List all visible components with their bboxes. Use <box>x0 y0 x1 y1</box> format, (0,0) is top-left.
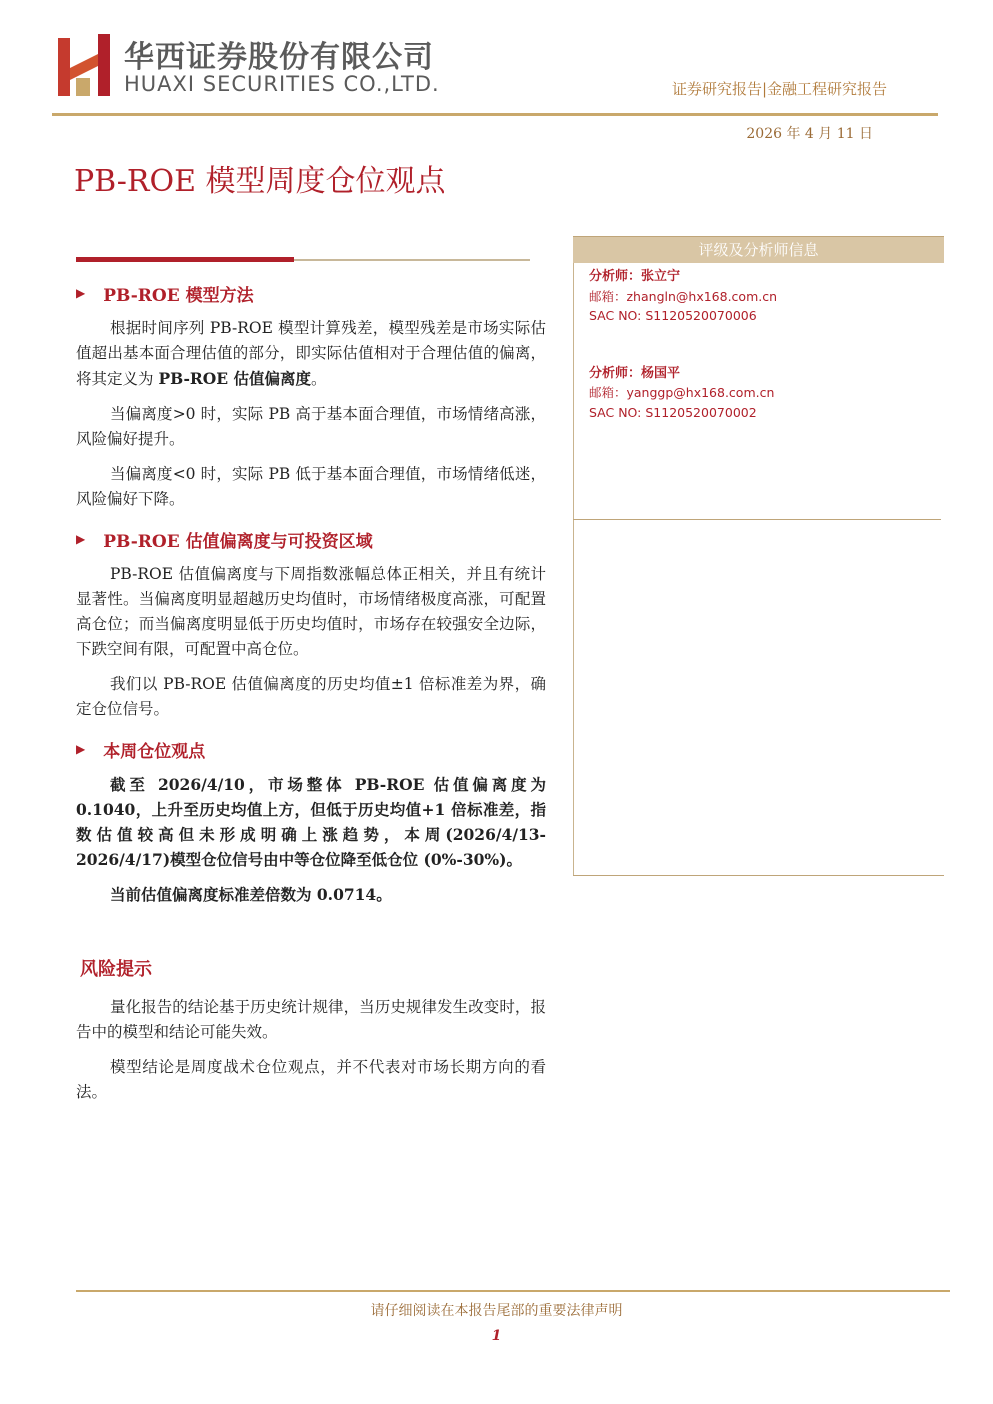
title-underline <box>294 259 530 261</box>
legal-notice: 请仔细阅读在本报告尾部的重要法律声明 <box>370 1303 623 1319</box>
section-heading-text: PB-ROE 模型方法 <box>103 285 254 306</box>
paragraph-highlight: 当前估值偏离度标准差倍数为 0.0714。 <box>110 885 392 904</box>
triangle-bullet-icon: ▶ <box>76 532 86 546</box>
page-number: 1 <box>491 1328 502 1344</box>
company-name-en: HUAXI SECURITIES CO.,LTD. <box>124 72 440 96</box>
title-underline-accent <box>76 257 294 262</box>
analyst-name: 分析师：杨国平 <box>589 365 681 381</box>
analyst-card <box>573 364 944 423</box>
analyst-name: 分析师：张立宁 <box>589 269 681 284</box>
section-heading-zone <box>76 526 546 552</box>
triangle-bullet-icon: ▶ <box>76 742 86 756</box>
section-heading-text: 本周仓位观点 <box>103 741 206 762</box>
risk-paragraph: 模型结论是周度战术仓位观点，并不代表对市场长期方向的看法。 <box>76 1058 546 1101</box>
header-divider <box>52 113 938 116</box>
analyst-sidebar <box>573 236 944 422</box>
paragraph: 当偏离度>0 时，实际 PB 高于基本面合理值，市场情绪高涨，风险偏好提升。 <box>76 405 546 448</box>
risk-heading: 风险提示 <box>80 959 152 980</box>
page-title: PB-ROE 模型周度仓位观点 <box>74 164 446 199</box>
section-heading-view <box>76 736 546 762</box>
analyst-email[interactable]: 邮箱：zhangln@hx168.com.cn <box>589 288 778 304</box>
report-date: 2026 年 4 月 11 日 <box>746 126 873 142</box>
analyst-email[interactable]: 邮箱：yanggp@hx168.com.cn <box>589 385 775 400</box>
paragraph: 当偏离度<0 时，实际 PB 低于基本面合理值，市场情绪低迷，风险偏好下降。 <box>76 465 546 508</box>
sidebar-heading: 评级及分析师信息 <box>573 236 944 263</box>
company-name-cn: 华西证券股份有限公司 <box>124 40 434 75</box>
sidebar-divider <box>573 519 941 520</box>
analyst-card <box>573 267 944 326</box>
analyst-sac: SAC NO: S1120520070006 <box>589 308 757 323</box>
triangle-bullet-icon: ▶ <box>76 286 86 300</box>
main-column <box>76 280 546 1115</box>
risk-paragraph: 量化报告的结论基于历史统计规律，当历史规律发生改变时，报告中的模型和结论可能失效。 <box>76 998 546 1041</box>
footer-divider <box>76 1290 950 1292</box>
paragraph-highlight: 截至 2026/4/10，市场整体 PB-ROE 估值偏离度为 0.1040，上升至历史均值上方，但低于历史均值+1 倍标准差，指数估值较高但未形成明确上涨趋势，本周(2026/4/13-2026/4/17)模型仓位信号由中等仓位降至低仓位 (0%-30%)。 <box>76 775 546 869</box>
paragraph: PB-ROE 估值偏离度与下周指数涨幅总体正相关，并且有统计显著性。当偏离度明显超越历史均值时，市场情绪极度高涨，可配置高仓位；而当偏离度明显低于历史均值时，市场存在较强安全边际，下跌空间有限，可配置中高仓位。 <box>76 565 546 658</box>
analyst-sac: SAC NO: S1120520070002 <box>589 404 757 420</box>
section-heading-method <box>76 280 546 306</box>
paragraph: 我们以 PB-ROE 估值偏离度的历史均值±1 倍标准差为界，确定仓位信号。 <box>76 675 546 718</box>
report-type: 证券研究报告|金融工程研究报告 <box>671 80 887 98</box>
section-heading-text: PB-ROE 估值偏离度与可投资区域 <box>103 531 373 552</box>
company-logo <box>58 28 458 102</box>
sidebar-divider <box>573 875 944 876</box>
huaxi-logo-icon <box>58 34 114 96</box>
paragraph: 根据时间序列 PB-ROE 模型计算残差，模型残差是市场实际估值超出基本面合理估值的部分，即实际估值相对于合理估值的偏离，将其定义为 PB-ROE 估值偏离度。 <box>76 319 546 388</box>
